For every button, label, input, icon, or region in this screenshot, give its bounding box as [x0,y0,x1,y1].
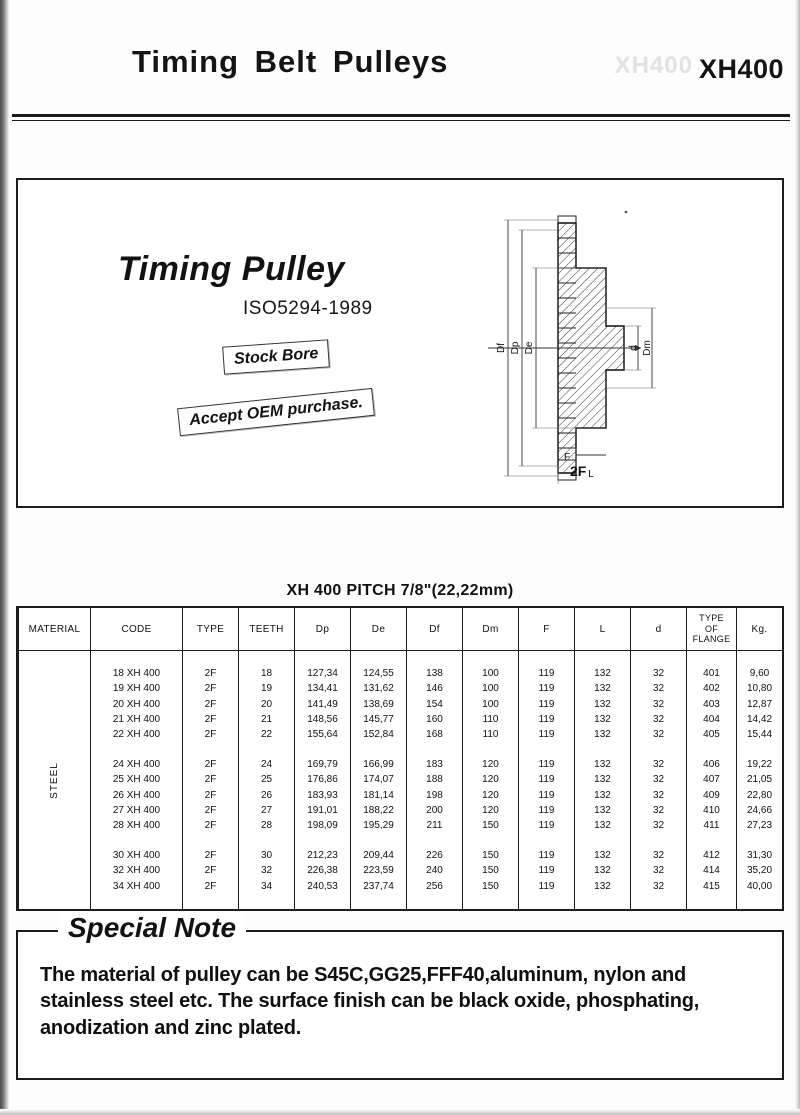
cell-f: 119 [519,712,575,727]
cell-l: 132 [575,803,631,818]
cell-kg: 31,30 [737,848,783,863]
cell-f [519,651,575,667]
cell-de: 124,55 [351,666,407,681]
cell-type: 2F [183,666,239,681]
cell-type: 2F [183,697,239,712]
cell-d [631,894,687,909]
cell-dp [295,894,351,909]
table-spacer-row [19,833,783,848]
cell-dm: 100 [463,681,519,696]
cell-flange: 415 [687,878,737,893]
cell-teeth: 19 [239,681,295,696]
cell-de [351,742,407,757]
cell-code [91,742,183,757]
table-row [19,863,783,878]
cell-teeth: 22 [239,727,295,742]
cell-f: 119 [519,727,575,742]
cell-code: 18 XH 400 [91,666,183,681]
table-body [19,651,783,910]
cell-kg: 40,00 [737,878,783,893]
cell-dm: 120 [463,757,519,772]
cell-df [407,894,463,909]
cell-kg: 19,22 [737,757,783,772]
cell-kg [737,894,783,909]
cell-dp: 240,53 [295,878,351,893]
svg-text:d: d [628,345,639,351]
cell-flange: 407 [687,772,737,787]
th-flange-line-3: FLANGE [692,634,731,645]
cell-dp: 176,86 [295,772,351,787]
cell-df: 240 [407,863,463,878]
header-ghost-text: XH400 [614,52,693,79]
cell-d: 32 [631,666,687,681]
cell-d: 32 [631,712,687,727]
cell-df: 188 [407,772,463,787]
cell-flange: 403 [687,697,737,712]
cell-df: 138 [407,666,463,681]
hero-title: Timing Pulley [118,250,345,288]
cell-df: 160 [407,712,463,727]
cell-df: 154 [407,697,463,712]
cell-de: 174,07 [351,772,407,787]
cell-dp: 155,64 [295,727,351,742]
cell-d: 32 [631,697,687,712]
cell-de: 131,62 [351,681,407,696]
cell-kg [737,833,783,848]
cell-dm [463,833,519,848]
cell-l: 132 [575,848,631,863]
th-dm: Dm [463,608,519,651]
cell-type: 2F [183,848,239,863]
th-flange-line-1: TYPE [699,613,724,624]
cell-d: 32 [631,772,687,787]
cell-f: 119 [519,757,575,772]
cell-f: 119 [519,803,575,818]
hero-panel [16,178,784,508]
cell-flange [687,833,737,848]
cell-l: 132 [575,818,631,833]
cell-kg: 24,66 [737,803,783,818]
cell-code [91,833,183,848]
cell-de: 188,22 [351,803,407,818]
cell-l [575,833,631,848]
cell-d: 32 [631,757,687,772]
stock-bore-tag: Stock Bore [222,339,330,374]
cell-kg [737,742,783,757]
cell-dm: 120 [463,788,519,803]
cell-de [351,833,407,848]
cell-teeth: 34 [239,878,295,893]
special-note-panel [16,912,784,1080]
cell-kg: 27,23 [737,818,783,833]
th-dp: Dp [295,608,351,651]
cell-l [575,742,631,757]
table-spacer-row [19,651,783,667]
cell-d: 32 [631,848,687,863]
table-row [19,712,783,727]
cell-dp: 141,49 [295,697,351,712]
cell-dp [295,833,351,848]
cell-code: 26 XH 400 [91,788,183,803]
cell-type [183,833,239,848]
table-row [19,803,783,818]
cell-de: 223,59 [351,863,407,878]
th-type: TYPE [183,608,239,651]
cell-dm: 100 [463,666,519,681]
cell-d: 32 [631,727,687,742]
cell-type: 2F [183,803,239,818]
cell-teeth [239,742,295,757]
table-row [19,788,783,803]
th-code: CODE [91,608,183,651]
cell-l: 132 [575,878,631,893]
th-kg: Kg. [737,608,783,651]
table-spacer-row [19,894,783,909]
cell-dm: 100 [463,697,519,712]
cell-kg: 15,44 [737,727,783,742]
cell-teeth: 24 [239,757,295,772]
cell-code: 21 XH 400 [91,712,183,727]
cell-d: 32 [631,863,687,878]
cell-flange: 412 [687,848,737,863]
cell-l: 132 [575,697,631,712]
cell-d: 32 [631,788,687,803]
table-row [19,697,783,712]
cell-l: 132 [575,788,631,803]
cell-l: 132 [575,727,631,742]
cell-teeth: 26 [239,788,295,803]
cell-teeth: 25 [239,772,295,787]
cell-teeth: 32 [239,863,295,878]
table-header-row [19,608,783,651]
cell-f [519,742,575,757]
svg-text:De: De [524,341,535,355]
th-df: Df [407,608,463,651]
cell-f: 119 [519,863,575,878]
svg-text:Df: Df [496,343,507,353]
cell-l: 132 [575,681,631,696]
table-row [19,772,783,787]
cell-code: 24 XH 400 [91,757,183,772]
cell-kg: 14,42 [737,712,783,727]
special-note-body: The material of pulley can be S45C,GG25,FFF40,aluminum, nylon and stainless steel etc. The surface finish can be black oxide, phosphating, anodization and zinc plated. [40,964,700,1039]
cell-l: 132 [575,863,631,878]
cell-flange: 411 [687,818,737,833]
th-d: d [631,608,687,651]
cell-f [519,833,575,848]
cell-code: 20 XH 400 [91,697,183,712]
svg-text:L: L [588,469,594,480]
cell-teeth: 30 [239,848,295,863]
cell-df: 226 [407,848,463,863]
cell-dp: 191,01 [295,803,351,818]
cell-dp: 134,41 [295,681,351,696]
cell-teeth: 21 [239,712,295,727]
cell-teeth: 28 [239,818,295,833]
table-row [19,757,783,772]
cell-f: 119 [519,772,575,787]
table-row [19,848,783,863]
th-f: F [519,608,575,651]
table-row [19,681,783,696]
pulley-technical-drawing [488,208,758,488]
page-header [12,36,788,102]
cell-code [91,894,183,909]
cell-f [519,894,575,909]
table-row [19,727,783,742]
cell-f: 119 [519,666,575,681]
cell-f: 119 [519,681,575,696]
table-row [19,666,783,681]
cell-type: 2F [183,863,239,878]
cell-type: 2F [183,712,239,727]
cell-l: 132 [575,712,631,727]
cell-l [575,651,631,667]
cell-f: 119 [519,818,575,833]
cell-df [407,651,463,667]
header-rule-thick [12,114,790,117]
cell-type: 2F [183,727,239,742]
cell-code: 27 XH 400 [91,803,183,818]
cell-d [631,742,687,757]
cell-type: 2F [183,757,239,772]
cell-type: 2F [183,878,239,893]
cell-dp [295,742,351,757]
cell-de: 181,14 [351,788,407,803]
cell-dm: 150 [463,878,519,893]
cell-dp: 127,34 [295,666,351,681]
cell-kg: 9,60 [737,666,783,681]
cell-dm: 120 [463,803,519,818]
cell-dm: 150 [463,863,519,878]
cell-df: 200 [407,803,463,818]
cell-kg [737,651,783,667]
cell-code: 32 XH 400 [91,863,183,878]
cell-type [183,651,239,667]
cell-kg: 21,05 [737,772,783,787]
cell-teeth [239,833,295,848]
cell-code: 30 XH 400 [91,848,183,863]
cell-flange: 414 [687,863,737,878]
page-title: Timing Belt Pulleys [132,44,449,79]
cell-d: 32 [631,803,687,818]
cell-de: 138,69 [351,697,407,712]
cell-flange: 410 [687,803,737,818]
cell-type: 2F [183,818,239,833]
special-note-title: Special Note [58,912,246,944]
cell-type: 2F [183,681,239,696]
scan-edge-right [795,0,800,1115]
drawing-caption: 2F [570,463,587,479]
cell-de: 152,84 [351,727,407,742]
cell-l [575,894,631,909]
cell-flange: 409 [687,788,737,803]
scan-edge-bottom [0,1109,800,1115]
cell-dm [463,742,519,757]
cell-dm: 110 [463,727,519,742]
scan-edge-left [0,0,9,1115]
th-flange-line-2: OF [704,623,719,634]
cell-f: 119 [519,848,575,863]
cell-code: 25 XH 400 [91,772,183,787]
cell-dm: 150 [463,848,519,863]
cell-teeth: 18 [239,666,295,681]
cell-type: 2F [183,772,239,787]
cell-code: 34 XH 400 [91,878,183,893]
cell-kg: 10,80 [737,681,783,696]
svg-text:Dm: Dm [642,340,653,356]
cell-f: 119 [519,697,575,712]
note-dash [34,930,60,932]
cell-df: 146 [407,681,463,696]
spec-table-container [16,606,784,911]
cell-l: 132 [575,772,631,787]
cell-code: 28 XH 400 [91,818,183,833]
cell-df [407,833,463,848]
cell-dm: 120 [463,772,519,787]
cell-dm: 150 [463,818,519,833]
table-row [19,818,783,833]
cell-flange: 406 [687,757,737,772]
table-spacer-row [19,742,783,757]
cell-type: 2F [183,788,239,803]
cell-de [351,894,407,909]
cell-flange: 404 [687,712,737,727]
cell-d: 32 [631,681,687,696]
spec-table [18,608,783,909]
table-row [19,878,783,893]
cell-dm [463,651,519,667]
cell-de: 145,77 [351,712,407,727]
product-code: XH400 [698,54,784,84]
oem-purchase-tag: Accept OEM purchase. [177,388,375,436]
cell-df: 168 [407,727,463,742]
cell-f: 119 [519,788,575,803]
cell-flange [687,894,737,909]
cell-d: 32 [631,878,687,893]
cell-flange: 402 [687,681,737,696]
th-l: L [575,608,631,651]
svg-text:Dp: Dp [510,341,521,355]
cell-flange: 405 [687,727,737,742]
cell-dm [463,894,519,909]
cell-de: 237,74 [351,878,407,893]
cell-dp: 198,09 [295,818,351,833]
cell-type [183,894,239,909]
th-material: MATERIAL [19,608,91,651]
cell-df: 198 [407,788,463,803]
th-type-of-flange [687,608,737,651]
cell-type [183,742,239,757]
cell-de: 195,29 [351,818,407,833]
cell-code: 19 XH 400 [91,681,183,696]
cell-dp: 212,23 [295,848,351,863]
cell-l: 132 [575,666,631,681]
cell-kg: 35,20 [737,863,783,878]
cell-code [91,651,183,667]
cell-de: 209,44 [351,848,407,863]
cell-flange: 401 [687,666,737,681]
cell-teeth [239,651,295,667]
th-de: De [351,608,407,651]
svg-text:F: F [563,452,571,463]
cell-df: 256 [407,878,463,893]
cell-teeth [239,894,295,909]
cell-kg: 12,87 [737,697,783,712]
cell-dm: 110 [463,712,519,727]
material-label: STEEL [49,761,60,799]
cell-dp: 226,38 [295,863,351,878]
cell-d: 32 [631,818,687,833]
cell-kg: 22,80 [737,788,783,803]
cell-d [631,833,687,848]
cell-dp: 148,56 [295,712,351,727]
cell-f: 119 [519,878,575,893]
header-rule-thin [12,120,790,121]
cell-l: 132 [575,757,631,772]
cell-de: 166,99 [351,757,407,772]
cell-dp: 169,79 [295,757,351,772]
cell-code: 22 XH 400 [91,727,183,742]
cell-df: 211 [407,818,463,833]
th-teeth: TEETH [239,608,295,651]
cell-dp: 183,93 [295,788,351,803]
cell-df: 183 [407,757,463,772]
cell-d [631,651,687,667]
cell-flange [687,742,737,757]
cell-dp [295,651,351,667]
cell-df [407,742,463,757]
material-cell [19,651,91,910]
cell-teeth: 20 [239,697,295,712]
spec-table-title: XH 400 PITCH 7/8"(22,22mm) [286,582,514,599]
cell-de [351,651,407,667]
cell-flange [687,651,737,667]
hero-standard: ISO5294-1989 [243,298,373,319]
cell-teeth: 27 [239,803,295,818]
